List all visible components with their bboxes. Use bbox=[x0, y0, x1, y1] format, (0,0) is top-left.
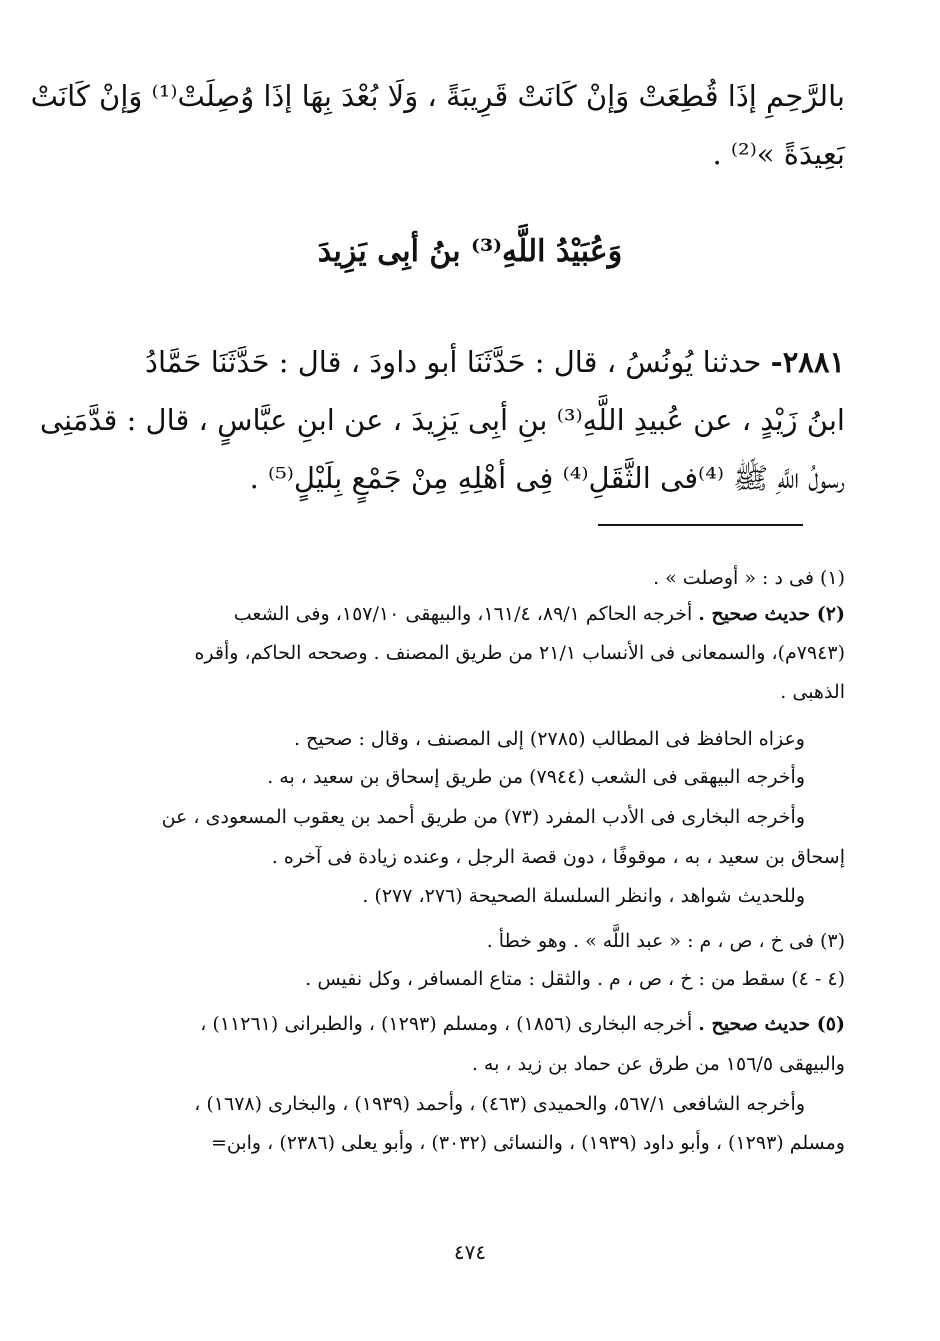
main-text-line-2: بَعِيدَةً »⁽²⁾ . bbox=[712, 137, 845, 171]
footnote-line: وعزاه الحافظ فى المطالب (٢٧٨٥) إلى المصنف ، وقال : صحيح . bbox=[293, 728, 805, 750]
footnote-text: أخرجه البخارى (١٨٥٦) ، ومسلم (١٢٩٣) ، والطبرانى (١١٢٦١) ، bbox=[200, 1013, 699, 1035]
footnote-line: وأخرجه البخارى فى الأدب المفرد (٧٣) من طريق أحمد بن يعقوب المسعودى ، عن bbox=[161, 806, 805, 828]
footnote-line: (٧٩٤٣م)، والسمعانى فى الأنساب ٢١/١ من طريق المصنف . وصححه الحاكم، وأقره bbox=[194, 642, 845, 664]
hadith-line-1 bbox=[85, 340, 845, 384]
footnote-divider bbox=[598, 524, 803, 526]
footnote-line bbox=[85, 599, 845, 629]
hadith-text: حدثنا يُونُسُ ، قال : حَدَّثَنَا أبو داودَ ، قال : حَدَّثَنَا حَمَّادُ bbox=[145, 345, 762, 379]
footnote-line: (١) فى د : « أوصلت » . bbox=[653, 567, 845, 589]
footnote-text: أخرجه الحاكم ٨٩/١، ١٦١/٤، والبيهقى ١٥٧/١٠، وفى الشعب bbox=[233, 603, 699, 625]
footnote-line: ومسلم (١٢٩٣) ، وأبو داود (١٩٣٩) ، والنسائى (٣٠٣٢) ، وأبو يعلى (٢٣٨٦) ، وابن= bbox=[210, 1132, 845, 1154]
footnote-label: (٢) حديث صحيح . bbox=[698, 603, 845, 625]
footnote-line: الذهبى . bbox=[780, 681, 845, 703]
footnote-line: والبيهقى ١٥٦/٥ من طرق عن حماد بن زيد ، به . bbox=[471, 1053, 845, 1075]
footnote-line bbox=[85, 1009, 845, 1039]
footnote-line: وأخرجه البيهقى فى الشعب (٧٩٤٤) من طريق إسحاق بن سعيد ، به . bbox=[267, 766, 805, 788]
hadith-line-2: ابنُ زَيْدٍ ، عن عُبيدِ اللَّهِ⁽³⁾ بنِ أبِى يَزِيدَ ، عن ابنِ عبَّاسٍ ، قال : قدَّمَنِى bbox=[39, 403, 845, 437]
footnote-line: وأخرجه الشافعى ٥٦٧/١، والحميدى (٤٦٣) ، وأحمد (١٩٣٩) ، والبخارى (١٦٧٨) ، bbox=[194, 1093, 805, 1115]
page-number: ٤٧٤ bbox=[453, 1240, 487, 1264]
hadith-number: ٢٨٨١- bbox=[770, 345, 845, 379]
footnote-line: (٣) فى خ ، ص ، م : « عبد اللَّه » . وهو خطأ . bbox=[486, 930, 845, 952]
main-text-line-1: بالرَّحِمِ إذَا قُطِعَتْ وَإنْ كَانَتْ قَرِيبَةً ، وَلَا بُعْدَ بِهَا إذَا وُصِلَتْ⁽¹⁾ وَإنْ كَانَتْ bbox=[30, 79, 845, 113]
hadith-line-3: رسولُ اللَّهِ ﷺ ⁽⁴⁾فى الثَّقَلِ⁽⁴⁾ فِى أهْلِهِ مِنْ جَمْعٍ بِلَيْلٍ⁽⁵⁾ . bbox=[249, 461, 845, 495]
footnote-line: (٤ - ٤) سقط من : خ ، ص ، م . والثقل : متاع المسافر ، وكل نفيس . bbox=[305, 968, 845, 990]
footnote-label: (٥) حديث صحيح . bbox=[698, 1013, 845, 1035]
section-title: وَعُبَيْدُ اللَّهِ⁽³⁾ بنُ أبِى يَزِيدَ bbox=[317, 234, 623, 269]
footnote-line: وللحديث شواهد ، وانظر السلسلة الصحيحة (٢٧٦، ٢٧٧) . bbox=[362, 885, 805, 907]
footnote-line: إسحاق بن سعيد ، به ، موقوفًا ، دون قصة الرجل ، وعنده زيادة فى آخره . bbox=[271, 846, 845, 868]
